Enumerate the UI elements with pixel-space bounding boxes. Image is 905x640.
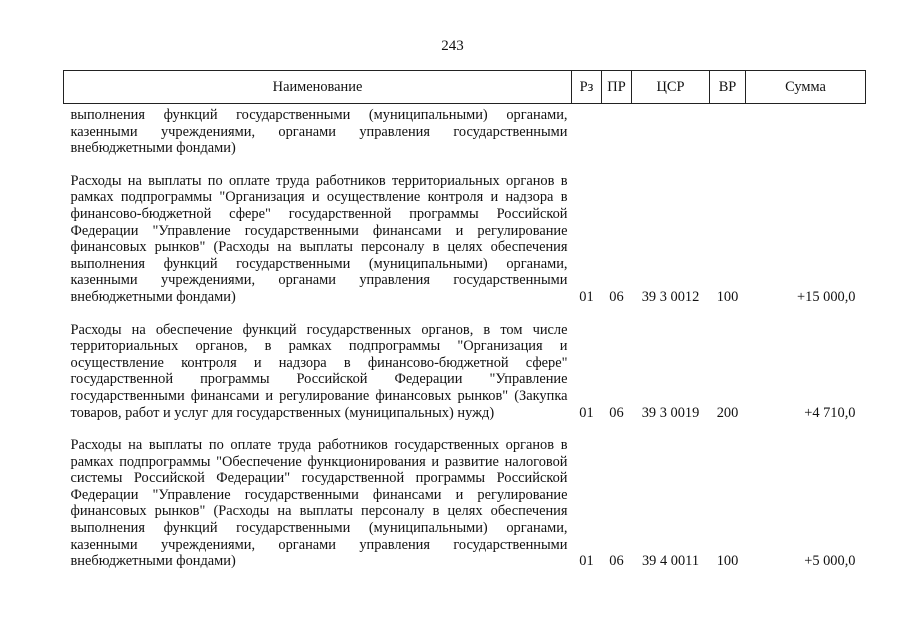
row-sum: +4 710,0: [804, 404, 856, 421]
header-sum: Сумма: [746, 71, 866, 104]
table-header-row: [64, 71, 866, 104]
page-number: 243: [441, 38, 464, 54]
row-rz: 01: [579, 553, 594, 570]
row-csr: 39 3 0012: [641, 288, 700, 305]
row-rz: 01: [579, 288, 594, 305]
row-sum: +5 000,0: [804, 553, 856, 570]
table-row-continuation: [64, 104, 866, 157]
table-row: [64, 173, 866, 306]
row-sum: +15 000,0: [797, 288, 856, 305]
header-pr: ПР: [602, 71, 632, 104]
header-vr: ВР: [710, 71, 746, 104]
row-name: Расходы на выплаты по оплате труда работников государственных органов в рамках подпрограммы "Обеспечение функционирования и развитие налоговой системы Российской Федерации" государственной программы Российской Федерации "Управление государственными финансами и регулирование финансовых рынков" (Расходы на выплаты персоналу в целях обеспечения выполнения функций государственными (муниципальными) органами, казенными учреждениями, органами управления государственными внебюджетными фондами): [70, 437, 568, 570]
row-pr: 06: [609, 553, 624, 570]
row-pr: 06: [609, 404, 624, 421]
row-vr: 100: [716, 288, 739, 305]
header-rz: Рз: [572, 71, 602, 104]
header-csr: ЦСР: [632, 71, 710, 104]
continuation-text: выполнения функций государственными (муниципальными) органами, казенными учреждениями, органами управления государственными внебюджетными фондами): [70, 107, 568, 157]
budget-table: [63, 70, 866, 570]
row-vr: 200: [716, 404, 739, 421]
row-rz: 01: [579, 404, 594, 421]
row-vr: 100: [716, 553, 739, 570]
row-name: Расходы на обеспечение функций государственных органов, в том числе территориальных органов, в рамках подпрограммы "Организация и осуществление контроля и надзора в финансово-бюджетной сфере" государственной программы Российской Федерации "Управление государственными финансами и регулирование финансовых рынков" (Закупка товаров, работ и услуг для государственных (муниципальных) нужд): [70, 321, 568, 421]
row-pr: 06: [609, 288, 624, 305]
row-csr: 39 3 0019: [641, 404, 700, 421]
row-name: Расходы на выплаты по оплате труда работников территориальных органов в рамках подпрограммы "Организация и осуществление контроля и надзора в финансово-бюджетной сфере" государственной программы Российской Федерации "Управление государственными финансами и регулирование финансовых рынков" (Расходы на выплаты персоналу в целях обеспечения выполнения функций государственными (муниципальными) органами, казенными учреждениями, органами управления государственными внебюджетными фондами): [70, 172, 568, 305]
header-name: Наименование: [64, 71, 572, 104]
table-row: [64, 322, 866, 422]
table-row: [64, 437, 866, 570]
row-csr: 39 4 0011: [641, 553, 700, 570]
